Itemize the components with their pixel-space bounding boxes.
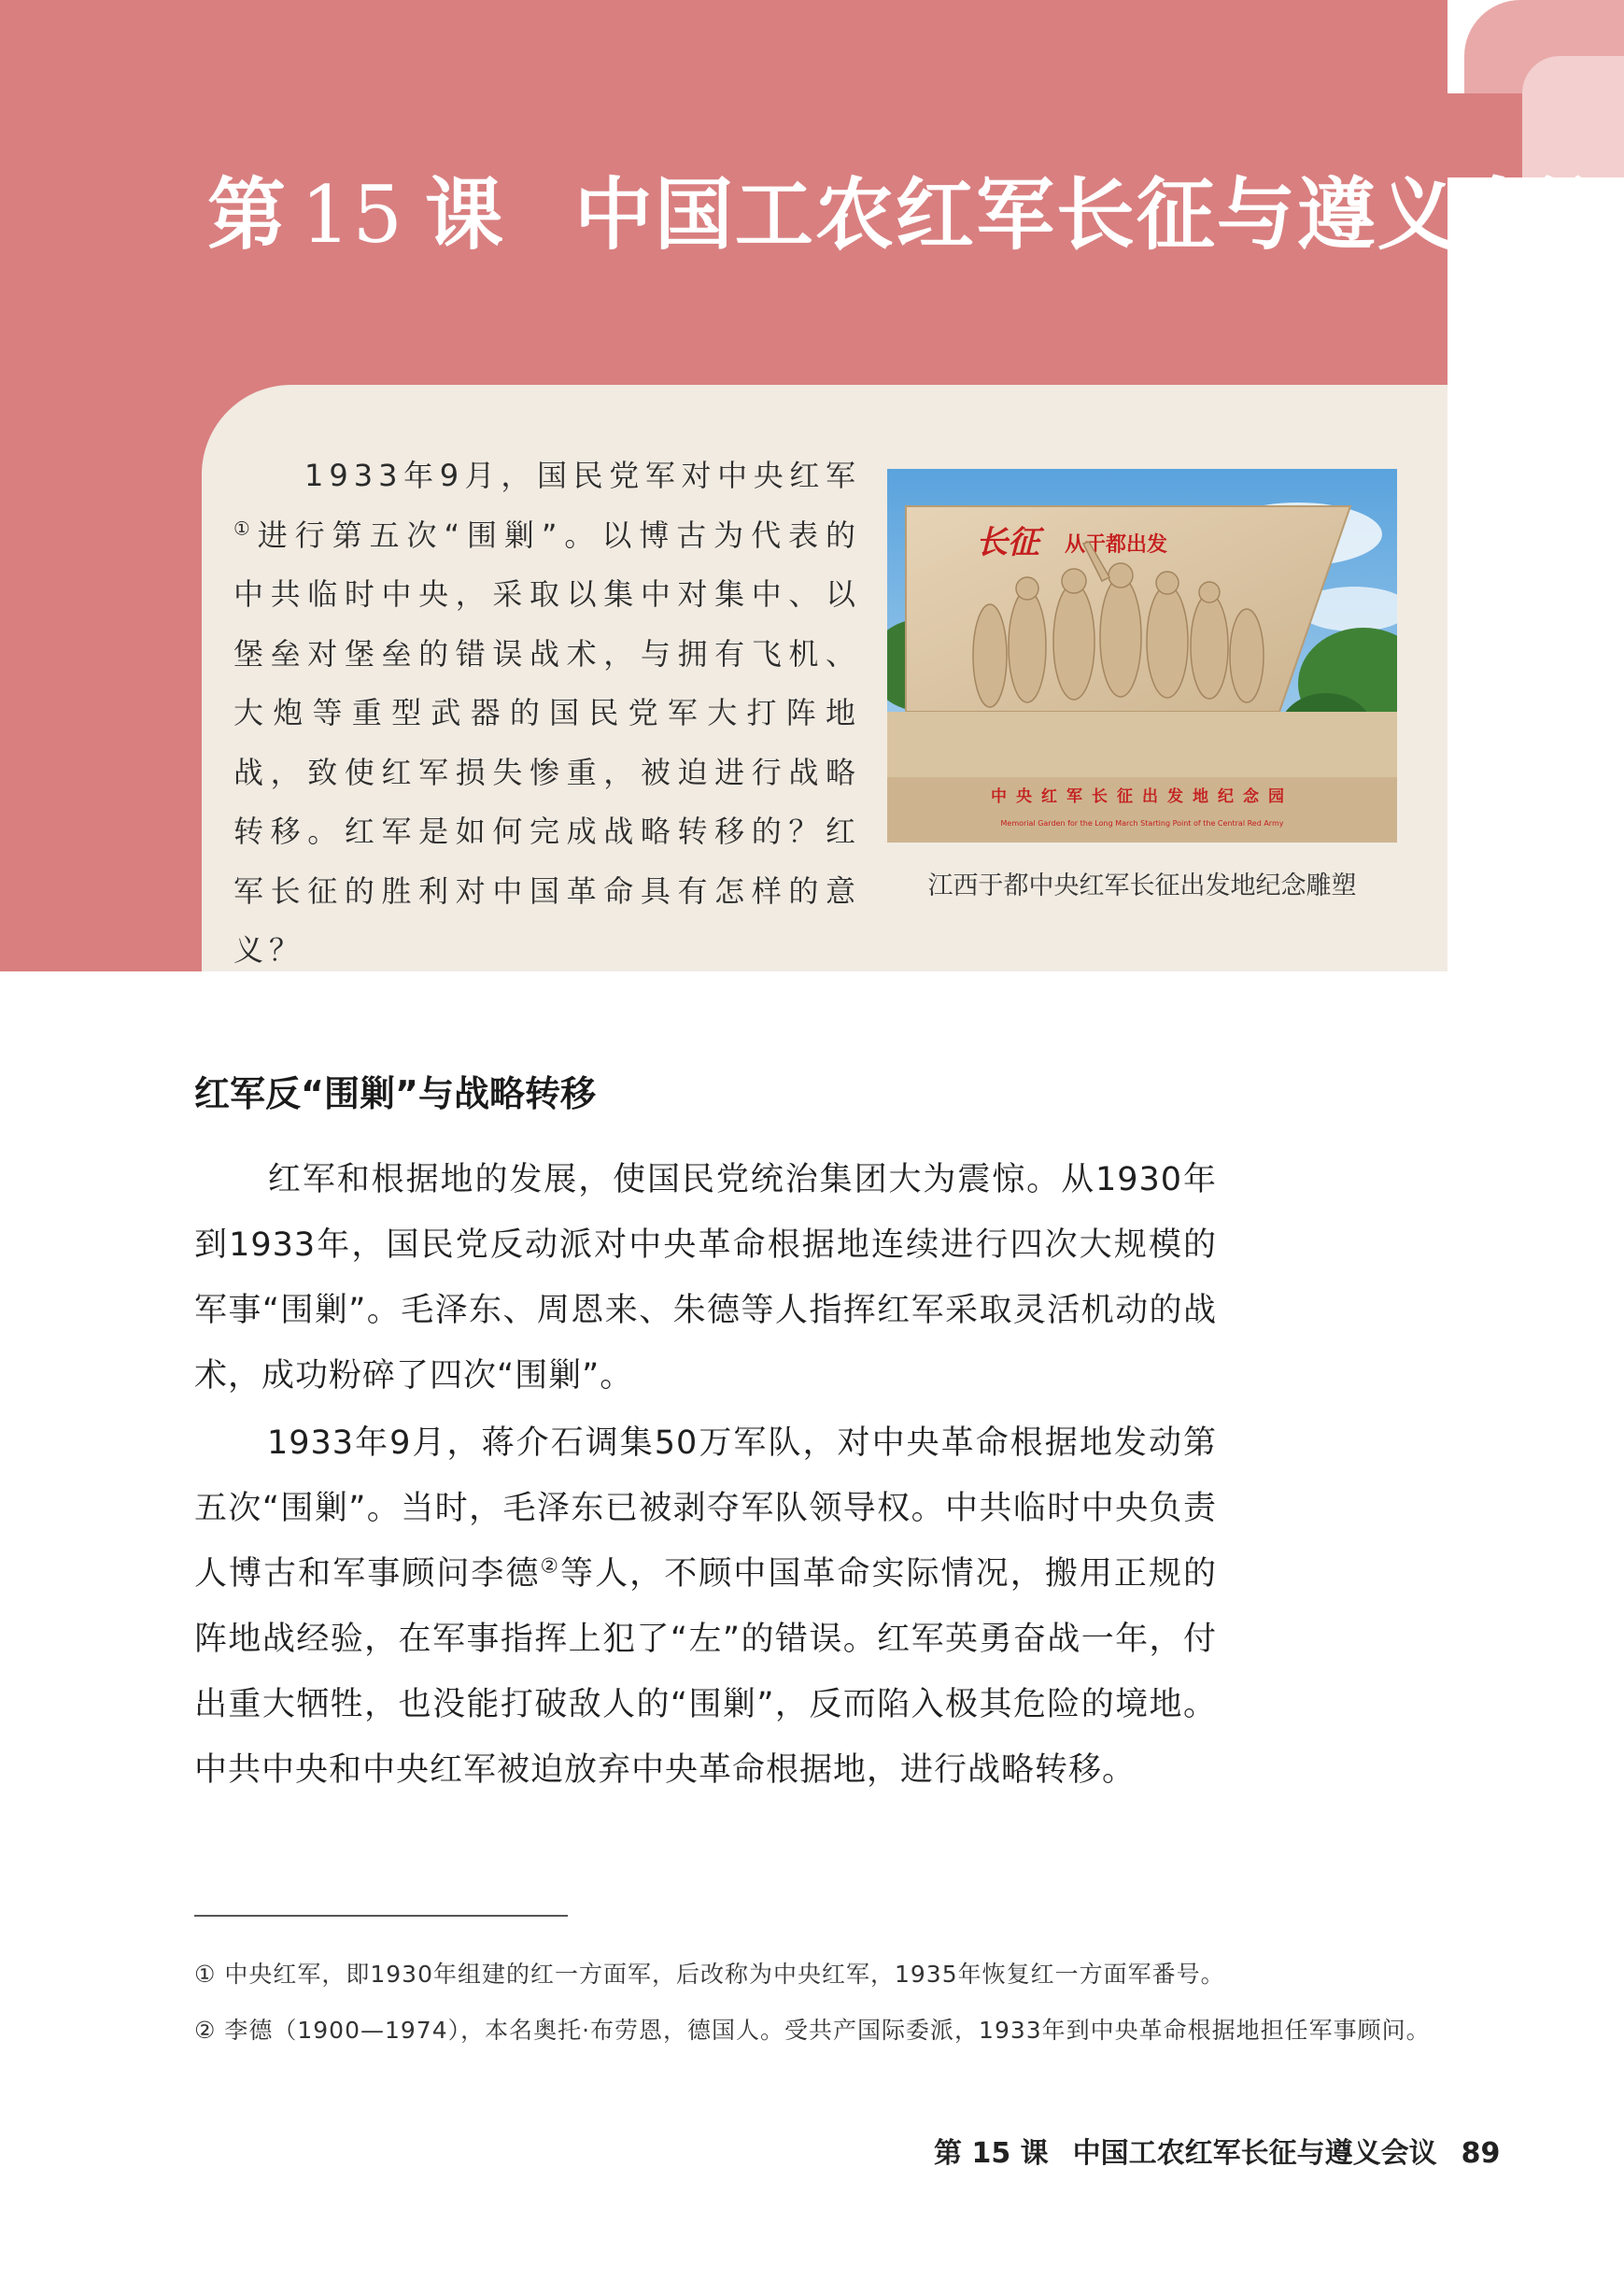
footer-lesson: 第 15 课 xyxy=(934,2137,1049,2170)
plaque-english: Memorial Garden for the Long March Starting Point of the Central Red Army xyxy=(1000,819,1284,828)
footnote-ref-1[interactable]: ① xyxy=(233,517,258,539)
intro-text-part1: 1933年9月，国民党军对中央红军 xyxy=(304,458,861,493)
footer-title: 中国工农红军长征与遵义会议 xyxy=(1072,2137,1437,2170)
body-paragraph-1 xyxy=(194,1147,1217,1409)
monument-slogan: 从于都出发 xyxy=(1065,533,1168,557)
lesson-label-pre: 第 xyxy=(207,168,289,261)
paragraph-2-text-part1: 1933年9月，蒋介石调集50万军队，对中央革命根据地发动第五次“围剿”。当时，毛泽东已被剥夺军队领导权。中共临时中央负责人博古和军事顾问李德 xyxy=(194,1424,1217,1593)
lesson-label-post: 课 xyxy=(424,168,505,261)
monument-calligraphy: 长征 xyxy=(976,524,1039,561)
lesson-name: 中国工农红军长征与遵义会议 xyxy=(573,168,1618,261)
footnote-divider xyxy=(194,1915,568,1917)
footnote-1: ① 中央红军，即1930年组建的红一方面军，后改称为中央红军，1935年恢复红一方面军番号。 xyxy=(194,1961,1225,1988)
page-number: 89 xyxy=(1461,2137,1501,2170)
running-footer xyxy=(934,2130,1500,2171)
monument-photo xyxy=(887,469,1397,843)
footnote-2: ② 李德（1900—1974），本名奥托·布劳恩，德国人。受共产国际委派，1933年到中央革命根据地担任军事顾问。 xyxy=(194,2017,1431,2044)
lesson-number: 15 xyxy=(301,169,404,261)
plaque-chinese: 中央红军长征出发地纪念园 xyxy=(991,787,1293,806)
paragraph-2-text-part2: 等人，不顾中国革命实际情况，搬用正规的阵地战经验，在军事指挥上犯了“左”的错误。红军英勇奋战一年，付出重大牺牲，也没能打破敌人的“围剿”，反而陷入极其危险的境地。中共中央和中央红军被迫放弃中央革命根据地，进行战略转移。 xyxy=(194,1555,1217,1789)
photo-caption: 江西于都中央红军长征出发地纪念雕塑 xyxy=(927,871,1357,900)
corner-decoration xyxy=(1447,0,1624,177)
body-paragraph-2 xyxy=(194,1410,1217,1803)
intro-text-part2: 进行第五次“围剿”。以博古为代表的中共临时中央，采取以集中对集中、以堡垒对堡垒的错误战术，与拥有飞机、大炮等重型武器的国民党军大打阵地战，致使红军损失惨重，被迫进行战略转移。红军是如何完成战略转移的？红军长征的胜利对中国革命具有怎样的意义？ xyxy=(233,517,861,968)
intro-text xyxy=(233,446,861,981)
paragraph-1-text: 红军和根据地的发展，使国民党统治集团大为震惊。从1930年到1933年，国民党反动派对中央革命根据地连续进行四次大规模的军事“围剿”。毛泽东、周恩来、朱德等人指挥红军采取灵活机动的战术，成功粉碎了四次“围剿”。 xyxy=(194,1161,1217,1395)
section-heading: 红军反“围剿”与战略转移 xyxy=(194,1073,596,1114)
page-title xyxy=(207,159,1618,271)
footnote-ref-2[interactable]: ② xyxy=(540,1554,561,1579)
